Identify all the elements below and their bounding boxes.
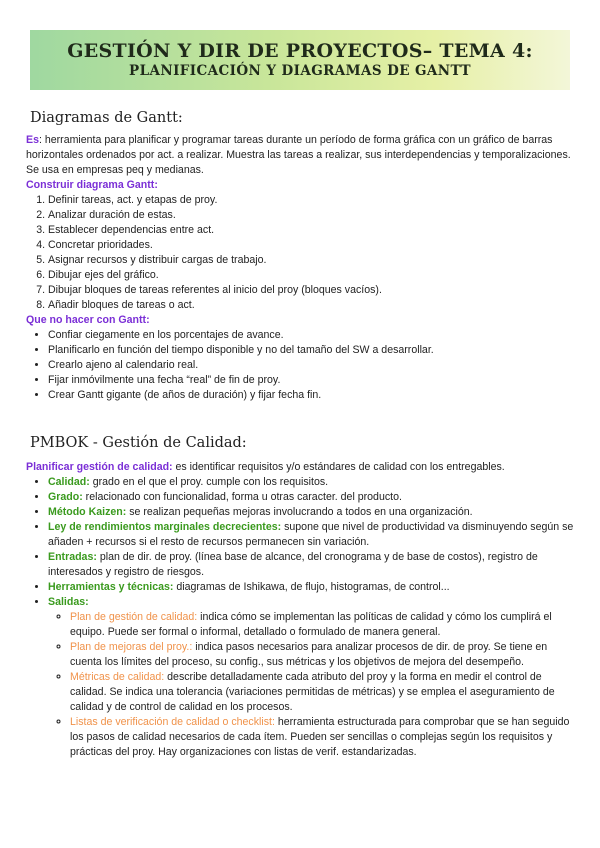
- dont-label: Que no hacer con Gantt:: [26, 314, 150, 326]
- plan-label: Planificar gestión de calidad:: [26, 461, 173, 473]
- list-item: [48, 595, 574, 760]
- title-line-1: GESTIÓN Y DIR DE PROYECTOS– TEMA 4:: [67, 40, 533, 62]
- item-label: Entradas:: [48, 551, 97, 563]
- gantt-definition: [26, 133, 574, 178]
- list-item: • Confiar ciegamente en los porcentajes de avance.: [48, 328, 574, 343]
- list-item: [70, 610, 574, 640]
- output-text: indica pasos necesarios para analizar procesos de dir. de proy. Se tiene en cuenta los límites del proceso, su config., sus métricas y los objetivos de mejora del desempeño.: [70, 641, 548, 668]
- output-text: indica cómo se implementan las políticas de calidad y cómo los cumplirá el equipo. Puede ser formal o informal, detallado o formulado de manera general.: [70, 611, 552, 638]
- list-item: [70, 715, 574, 760]
- outputs-label: Salidas:: [48, 596, 89, 608]
- list-item: [70, 670, 574, 715]
- item-text: relacionado con funcionalidad, forma u otras caracter. del producto.: [82, 491, 402, 503]
- pmbok-heading: PMBOK - Gestión de Calidad:: [30, 435, 247, 451]
- list-item: 2. Analizar duración de estas.: [48, 208, 574, 223]
- item-label: Método Kaizen:: [48, 506, 127, 518]
- title-banner: [30, 30, 570, 90]
- list-item: [70, 640, 574, 670]
- list-item: 6. Dibujar ejes del gráfico.: [48, 268, 574, 283]
- pmbok-section: [26, 460, 574, 760]
- plan-text: es identificar requisitos y/o estándares de calidad con los entregables.: [172, 461, 505, 473]
- item-label: Calidad:: [48, 476, 90, 488]
- item-text: supone que nivel de productividad va disminuyendo según se añaden + recursos si el resto de recursos permanecen sin variación.: [48, 521, 574, 548]
- list-item: • Crear Gantt gigante (de años de duración) y fijar fecha fin.: [48, 388, 574, 403]
- list-item: • Fijar inmóvilmente una fecha “real” de fin de proy.: [48, 373, 574, 388]
- list-item: 3. Establecer dependencias entre act.: [48, 223, 574, 238]
- plan-definition: [26, 460, 574, 475]
- list-item: 8. Añadir bloques de tareas o act.: [48, 298, 574, 313]
- item-text: plan de dir. de proy. (línea base de alcance, del cronograma y de base de costos), registro de interesados y registro de riesgos.: [48, 551, 538, 578]
- item-label: Herramientas y técnicas:: [48, 581, 174, 593]
- output-text: describe detalladamente cada atributo del proy y la forma en medir el control de calidad. Se indica una tolerancia (variaciones permitidas de métricas) y se emplea el aseguramiento de calidad y de control de calidad en los procesos.: [70, 671, 555, 713]
- list-item: 1. Definir tareas, act. y etapas de proy.: [48, 193, 574, 208]
- item-label: Grado:: [48, 491, 83, 503]
- item-label: Ley de rendimientos marginales decrecientes:: [48, 521, 282, 533]
- item-text: se realizan pequeñas mejoras involucrando a todos en una organización.: [126, 506, 473, 518]
- item-text: diagramas de Ishikawa, de flujo, histogramas, de control...: [173, 581, 450, 593]
- list-item: 7. Dibujar bloques de tareas referentes al inicio del proy (bloques vacíos).: [48, 283, 574, 298]
- outputs-list: [48, 610, 574, 760]
- list-item: [48, 505, 574, 520]
- list-item: • Crearlo ajeno al calendario real.: [48, 358, 574, 373]
- gantt-heading: Diagramas de Gantt:: [30, 110, 183, 126]
- output-label: Listas de verificación de calidad o checklist:: [70, 716, 275, 728]
- list-item: 5. Asignar recursos y distribuir cargas de trabajo.: [48, 253, 574, 268]
- item-text: grado en el que el proy. cumple con los requisitos.: [89, 476, 329, 488]
- list-item: [48, 475, 574, 490]
- list-item: [48, 520, 574, 550]
- output-label: Métricas de calidad:: [70, 671, 165, 683]
- build-steps-list: [26, 193, 574, 313]
- list-item: 4. Concretar prioridades.: [48, 238, 574, 253]
- es-text: : herramienta para planificar y programar tareas durante un período de forma gráfica con un gráfico de barras horizontales ordenados por act. a realizar. Muestra las tareas a realizar, sus interdependencias y temporalizaciones. Se usa en empresas peq y medianas.: [26, 134, 571, 176]
- list-item: [48, 580, 574, 595]
- list-item: [48, 550, 574, 580]
- dont-list: [26, 328, 574, 403]
- output-label: Plan de gestión de calidad:: [70, 611, 198, 623]
- gantt-section: [26, 133, 574, 403]
- list-item: • Planificarlo en función del tiempo disponible y no del tamaño del SW a desarrollar.: [48, 343, 574, 358]
- list-item: [48, 490, 574, 505]
- title-line-2: PLANIFICACIÓN Y DIAGRAMAS DE GANTT: [129, 63, 471, 79]
- build-label: Construir diagrama Gantt:: [26, 179, 158, 191]
- output-label: Plan de mejoras del proy.:: [70, 641, 193, 653]
- es-label: Es: [26, 134, 39, 146]
- quality-list: [26, 475, 574, 760]
- output-text: herramienta estructurada para comprobar que se han seguido los pasos de calidad necesarios de cada ítem. Pueden ser sencillas o complejas según los requisitos y prácticas del proy. Hay organizaciones con listas de verif. estandarizadas.: [70, 716, 570, 758]
